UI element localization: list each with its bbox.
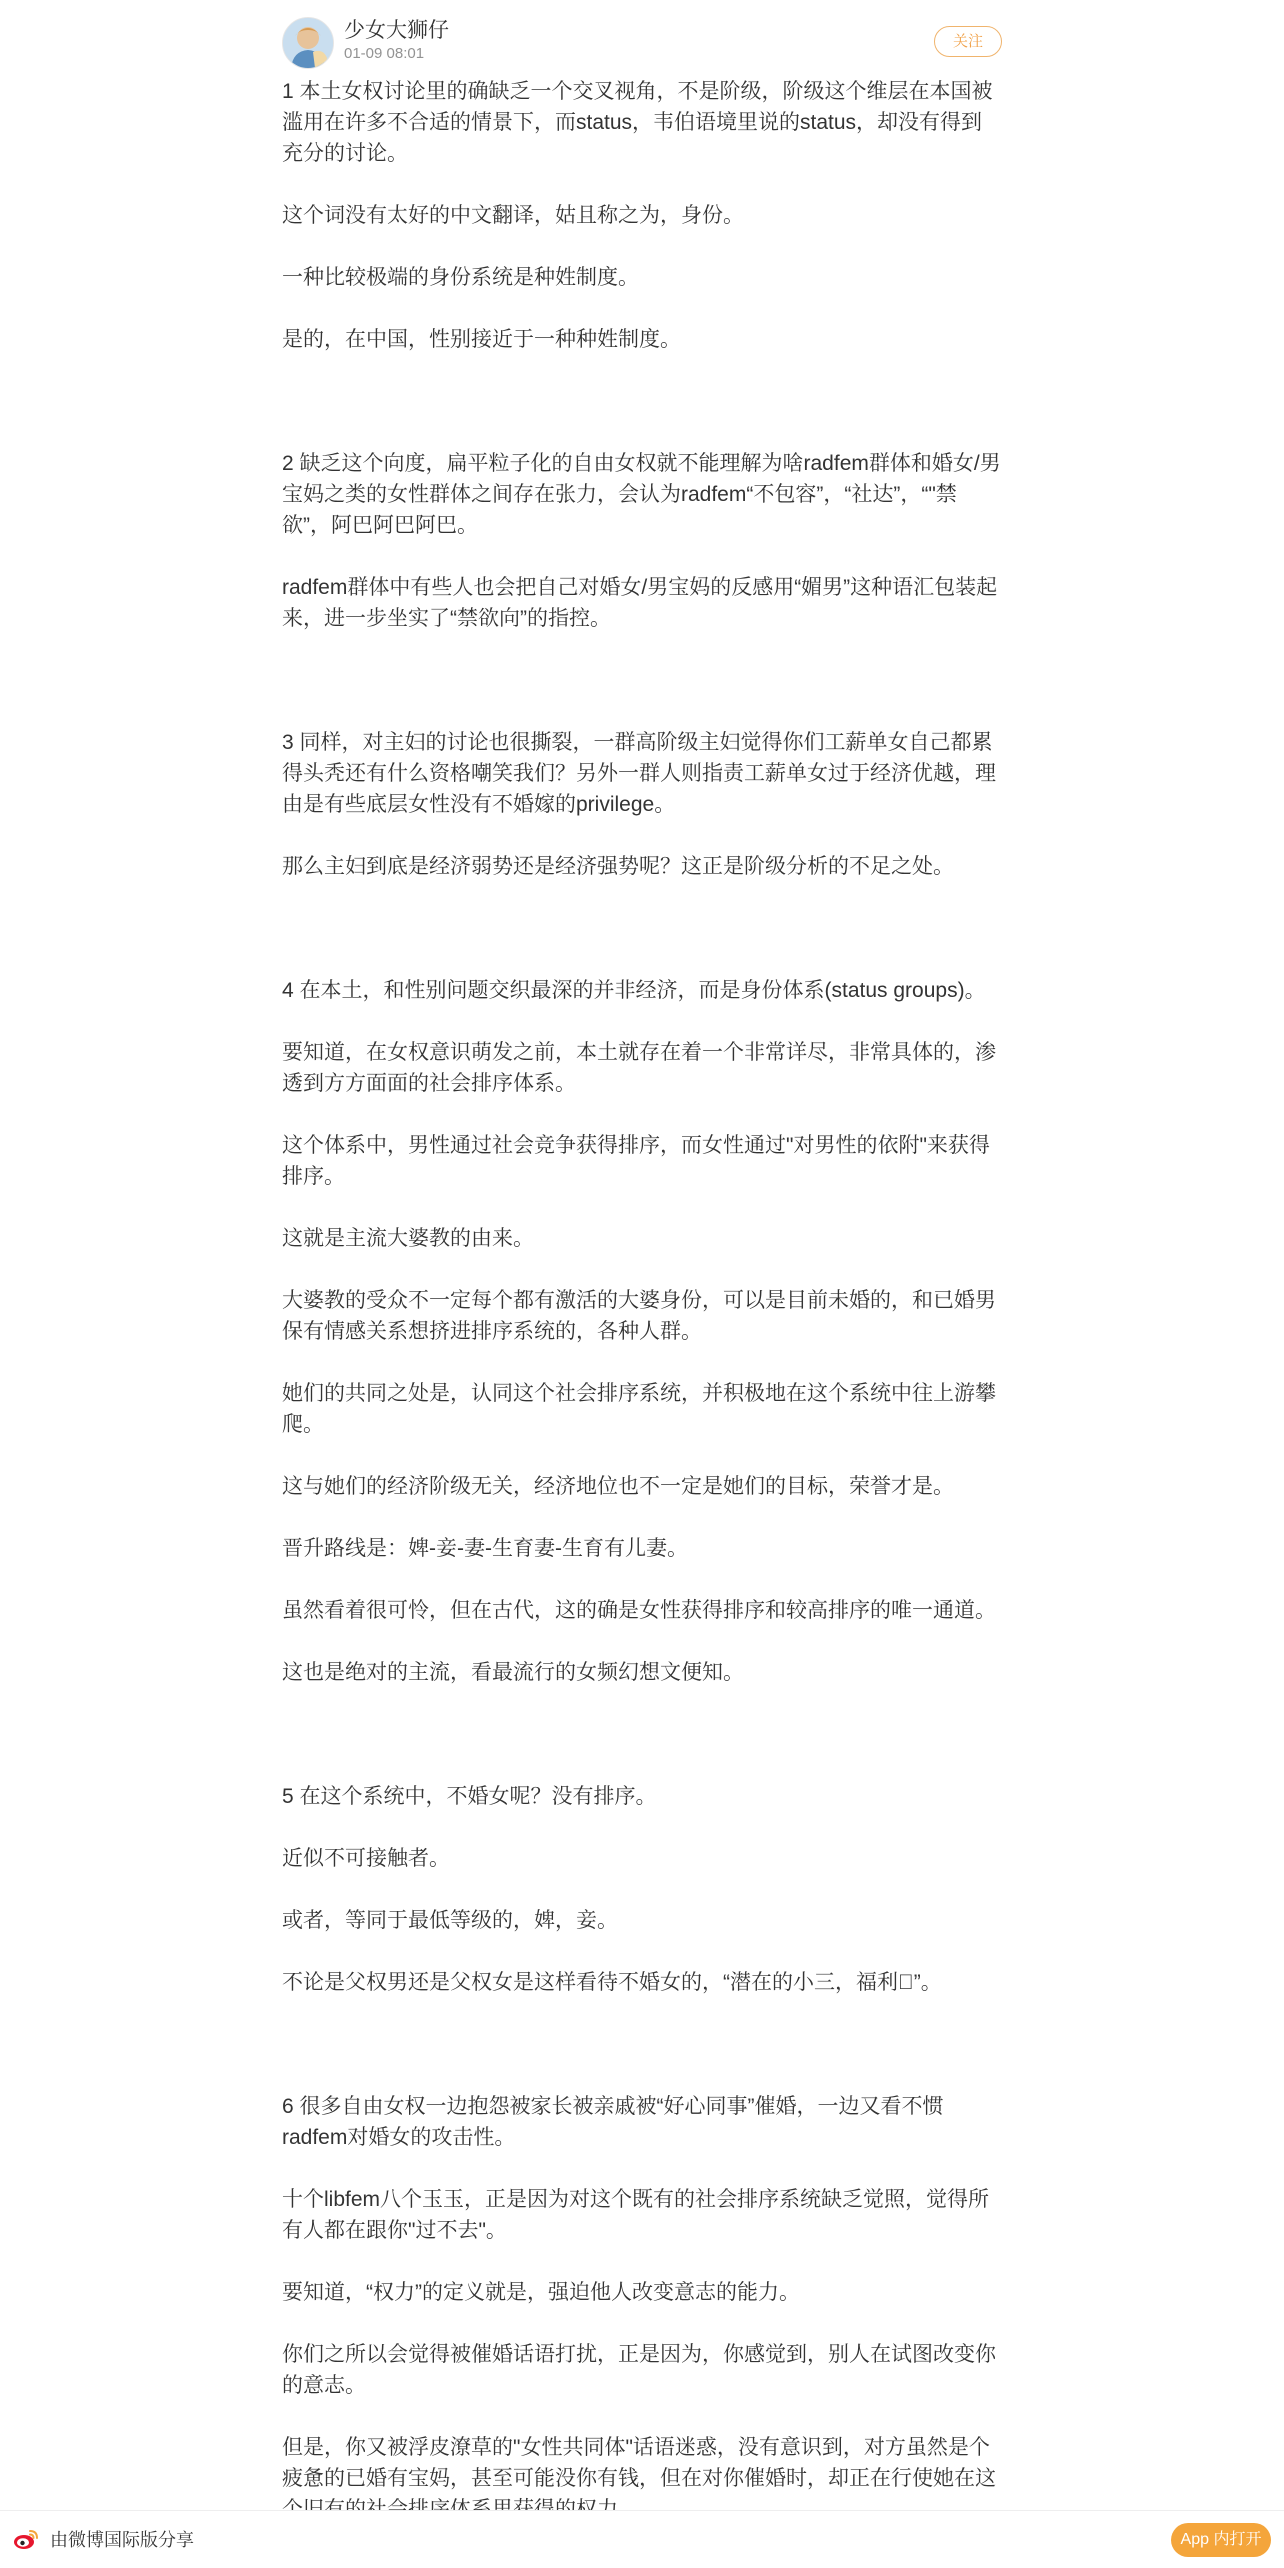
post-paragraph: 这与她们的经济阶级无关，经济地位也不一定是她们的目标，荣誉才是。 <box>282 1475 954 1498</box>
post-paragraph: 这也是绝对的主流，看最流行的女频幻想文便知。 <box>282 1661 744 1684</box>
post-paragraph: 这个体系中，男性通过社会竞争获得排序，而女性通过"对男性的依附"来获得排序。 <box>282 1134 990 1188</box>
post-paragraph: 大婆教的受众不一定每个都有激活的大婆身份，可以是目前未婚的，和已婚男保有情感关系想挤进排序系统的，各种人群。 <box>282 1289 996 1343</box>
post-paragraph: 那么主妇到底是经济弱势还是经济强势呢？这正是阶级分析的不足之处。 <box>282 855 954 878</box>
post-content <box>282 76 1002 2525</box>
paragraph-spacer <box>282 913 1002 944</box>
avatar[interactable] <box>282 17 334 69</box>
post-paragraph: 或者，等同于最低等级的，婢，妾。 <box>282 1909 618 1932</box>
share-source-text: 由微博国际版分享 <box>50 2530 194 2550</box>
post-paragraph: 是的，在中国，性别接近于一种种姓制度。 <box>282 328 681 351</box>
post-paragraph: 要知道，在女权意识萌发之前，本土就存在着一个非常详尽，非常具体的，渗透到方方面面的社会排序体系。 <box>282 1041 996 1095</box>
post-paragraph: 3 同样，对主妇的讨论也很撕裂，一群高阶级主妇觉得你们工薪单女自己都累得头秃还有什么资格嘲笑我们？另外一群人则指责工薪单女过于经济优越，理由是有些底层女性没有不婚嫁的privilege。 <box>282 731 996 816</box>
post-paragraph: 十个libfem八个玉玉，正是因为对这个既有的社会排序系统缺乏觉照，觉得所有人都在跟你"过不去"。 <box>282 2188 990 2242</box>
post-paragraph: 但是，你又被浮皮潦草的"女性共同体"话语迷惑，没有意识到，对方虽然是个疲惫的已婚有宝妈，甚至可能没你有钱，但在对你催婚时，却正在行使她在这 <box>282 2436 996 2490</box>
post-paragraph: 2 缺乏这个向度，扁平粒子化的自由女权就不能理解为啥radfem群体和婚女/男宝妈之类的女性群体之间存在张力，会认为radfem“不包容”，“社达”，“"禁欲”，阿巴阿巴阿巴。 <box>282 452 1001 537</box>
paragraph-spacer <box>282 2029 1002 2060</box>
post-paragraph: 近似不可接触者。 <box>282 1847 450 1870</box>
post-paragraph: 晋升路线是：婢-妾-妻-生育妻-生育有儿妻。 <box>282 1537 688 1560</box>
post-paragraph: 要知道，“权力”的定义就是，强迫他人改变意志的能力。 <box>282 2281 800 2304</box>
author-name[interactable]: 少女大狮仔 <box>344 19 449 42</box>
weibo-icon <box>13 2527 39 2551</box>
post-time: 01-09 08:01 <box>344 45 425 62</box>
avatar-image <box>283 18 333 68</box>
post-paragraph: 她们的共同之处是，认同这个社会排序系统，并积极地在这个系统中往上游攀爬。 <box>282 1382 996 1436</box>
footer-bar <box>0 2510 1284 2568</box>
post-paragraph: 虽然看着很可怜，但在古代，这的确是女性获得排序和较高排序的唯一通道。 <box>282 1599 996 1622</box>
post-paragraph: radfem群体中有些人也会把自己对婚女/男宝妈的反感用“媚男”这种语汇包装起来，进一步坐实了“禁欲向”的指控。 <box>282 576 998 630</box>
post-paragraph: 4 在本土，和性别问题交织最深的并非经济，而是身份体系(status groups)。 <box>282 979 986 1002</box>
post-paragraph: 这个词没有太好的中文翻译，姑且称之为，身份。 <box>282 204 744 227</box>
post-paragraph: 6 很多自由女权一边抱怨被家长被亲戚被“好心同事”催婚，一边又看不惯radfem对婚女的攻击性。 <box>282 2095 944 2149</box>
open-in-app-button[interactable]: App 内打开 <box>1171 2523 1271 2557</box>
post-header <box>282 0 1002 76</box>
post-paragraph: 一种比较极端的身份系统是种姓制度。 <box>282 266 639 289</box>
post-paragraph: 这就是主流大婆教的由来。 <box>282 1227 534 1250</box>
post-paragraph: 5 在这个系统中，不婚女呢？没有排序。 <box>282 1785 657 1808</box>
paragraph-spacer <box>282 1719 1002 1750</box>
post-paragraph: 不论是父权男还是父权女是这样看待不婚女的，“潜在的小三，福利 ”。 <box>282 1971 942 1994</box>
follow-button[interactable]: 关注 <box>934 26 1002 57</box>
paragraph-spacer <box>282 665 1002 696</box>
weibo-post <box>282 0 1002 2556</box>
post-paragraph: 你们之所以会觉得被催婚话语打扰，正是因为，你感觉到，别人在试图改变你的意志。 <box>282 2343 996 2397</box>
paragraph-spacer <box>282 386 1002 417</box>
post-paragraph: 1 本土女权讨论里的确缺乏一个交叉视角，不是阶级，阶级这个维层在本国被滥用在许多不合适的情景下，而status，韦伯语境里说的status，却没有得到充分的讨论。 <box>282 80 993 165</box>
